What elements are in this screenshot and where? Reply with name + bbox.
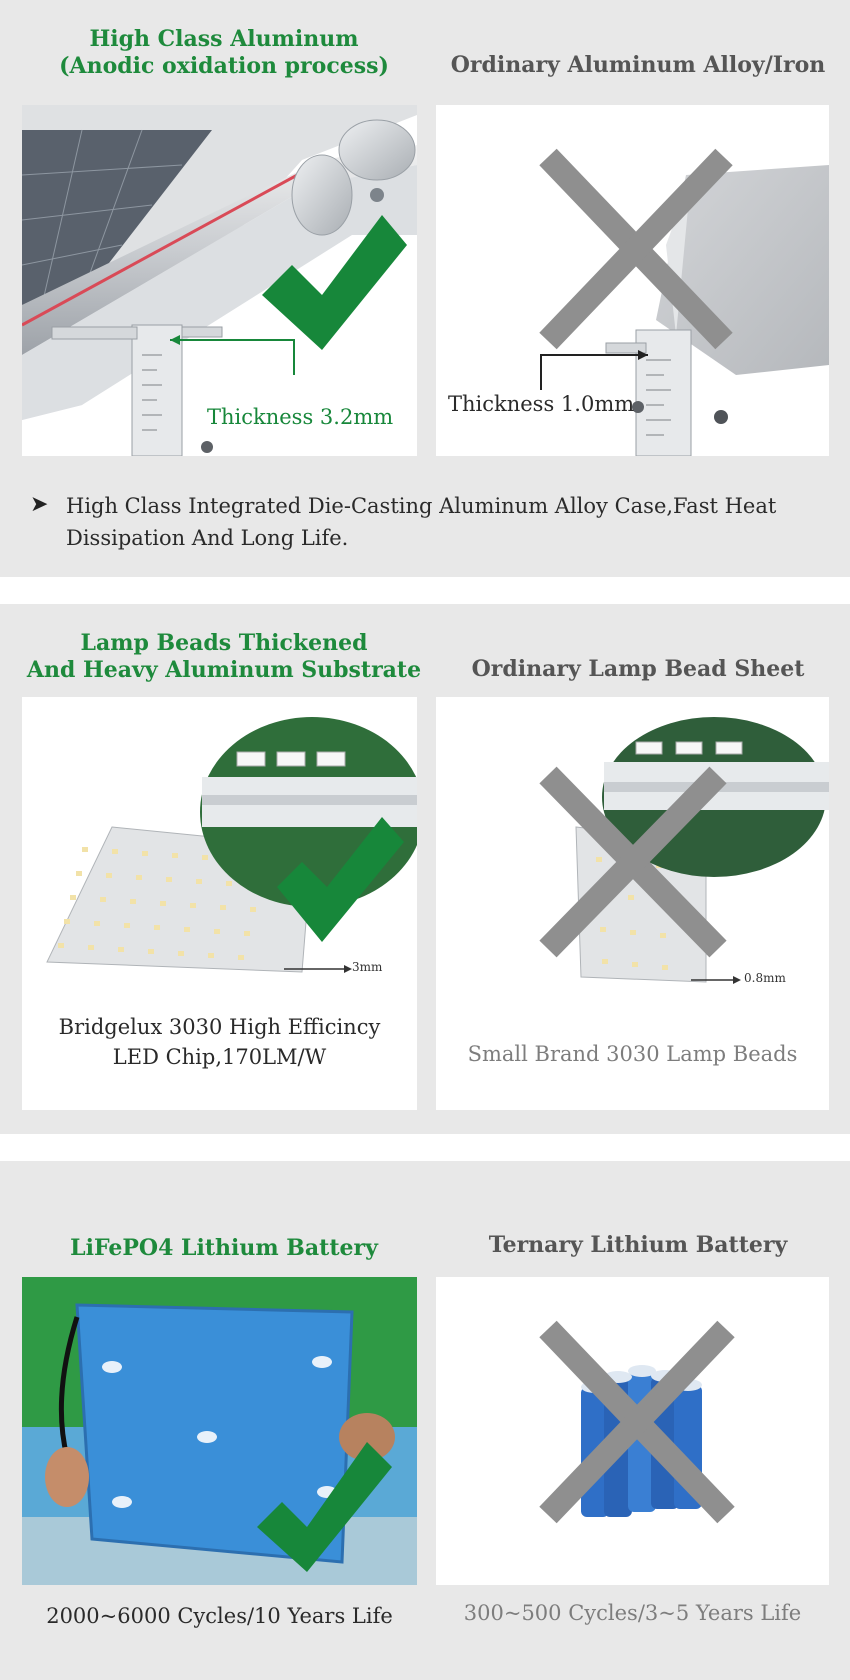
led-chip	[154, 925, 160, 930]
left-title-line-2: (Anodic oxidation process)	[59, 53, 389, 79]
left-caption-line-2: LED Chip,170LM/W	[112, 1045, 327, 1069]
led-chip	[106, 873, 112, 878]
section-lamp-beads	[0, 604, 850, 1134]
led-chip	[160, 901, 166, 906]
section-battery	[0, 1161, 850, 1680]
led-chip	[202, 855, 208, 860]
left-title-line-1: Lamp Beads Thickened	[80, 630, 368, 656]
led-chip	[94, 921, 100, 926]
left-lamp-bead-box	[22, 697, 417, 1110]
led-chip	[166, 877, 172, 882]
right-battery-image	[436, 1277, 829, 1585]
led-chip	[124, 923, 130, 928]
right-lamp-bead-box	[436, 697, 829, 1110]
led-chip	[136, 875, 142, 880]
left-caption: 2000~6000 Cycles/10 Years Life	[46, 1604, 393, 1628]
left-title-line-1: High Class Aluminum	[89, 26, 359, 52]
led-chip	[118, 947, 124, 952]
led-chip	[112, 849, 118, 854]
right-caption: Small Brand 3030 Lamp Beads	[467, 1042, 798, 1066]
led-chip	[214, 929, 220, 934]
section-aluminum-case	[0, 0, 850, 577]
led-chip	[142, 851, 148, 856]
led-chip	[196, 879, 202, 884]
led-chip	[130, 899, 136, 904]
left-title-line-2: And Heavy Aluminum Substrate	[26, 657, 422, 683]
led-chip	[148, 949, 154, 954]
left-caption-line-1: Bridgelux 3030 High Efficincy	[58, 1015, 381, 1039]
led-chip	[82, 847, 88, 852]
right-iron-image	[436, 105, 829, 456]
led-chip	[244, 931, 250, 936]
led-chip	[70, 895, 76, 900]
led-chip	[178, 951, 184, 956]
led-chip	[58, 943, 64, 948]
feature-bullet-text: High Class Integrated Die-Casting Aluminum Alloy Case,Fast Heat Dissipation And Long Life.	[66, 494, 777, 550]
led-chip	[88, 945, 94, 950]
right-thickness-label: Thickness 1.0mm	[448, 392, 635, 416]
led-chip	[250, 907, 256, 912]
bullet-arrow-icon: ➤	[30, 492, 49, 517]
led-chip	[172, 853, 178, 858]
left-thickness-label: Thickness 3.2mm	[207, 405, 394, 429]
left-title	[22, 26, 426, 80]
right-title: Ordinary Aluminum Alloy/Iron	[450, 52, 826, 78]
led-chip	[100, 897, 106, 902]
left-caption	[22, 1012, 417, 1072]
left-battery-image	[22, 1277, 417, 1585]
led-chip	[64, 919, 70, 924]
led-chip	[220, 905, 226, 910]
left-aluminum-image	[22, 105, 417, 456]
led-chip	[208, 953, 214, 958]
led-chip	[184, 927, 190, 932]
right-dimension-label: 0.8mm	[744, 971, 786, 985]
left-title	[22, 630, 426, 684]
right-title: Ordinary Lamp Bead Sheet	[471, 656, 805, 682]
left-title: LiFePO4 Lithium Battery	[70, 1235, 378, 1261]
right-title: Ternary Lithium Battery	[488, 1232, 788, 1258]
left-dimension-label: 3mm	[352, 960, 383, 974]
right-caption: 300~500 Cycles/3~5 Years Life	[463, 1601, 802, 1625]
led-chip	[190, 903, 196, 908]
led-chip	[226, 881, 232, 886]
led-chip	[238, 955, 244, 960]
led-chip	[76, 871, 82, 876]
